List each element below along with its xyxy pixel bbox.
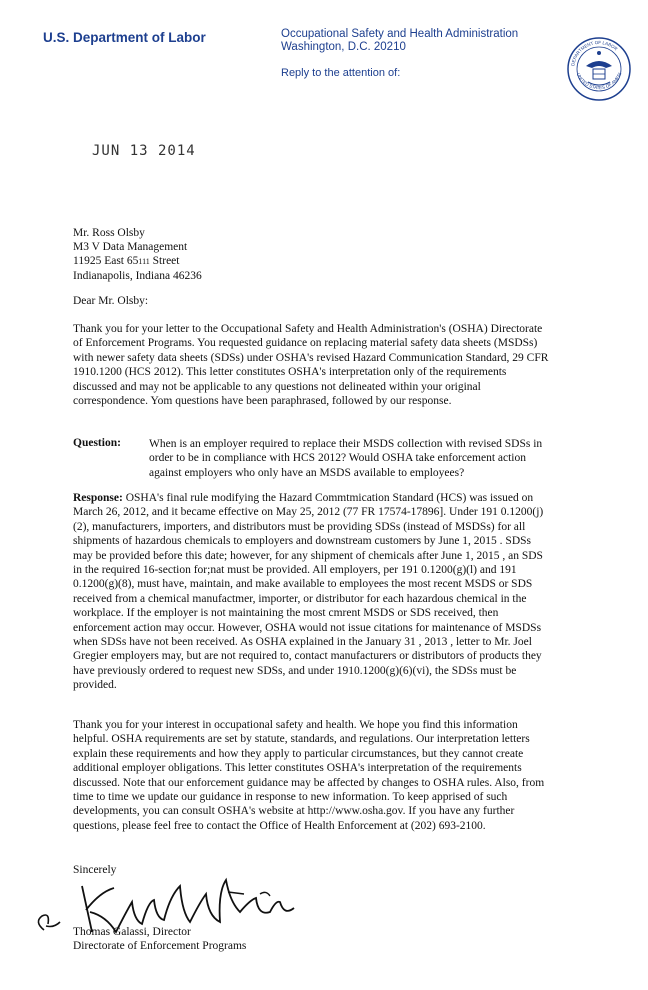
department-name: U.S. Department of Labor xyxy=(43,30,206,45)
agency-address xyxy=(281,28,518,54)
recipient-company: M3 V Data Management xyxy=(73,241,188,253)
signer-block xyxy=(73,925,246,954)
closing-paragraph: Thank you for your interest in occupational safety and health. We hope you find this information helpful. OSHA requirements are set by statute, standards, and regulations. Our interpretation letters explain these requirements and how they apply to particular circumstances, but they cannot create additional employer obligations. This letter constitutes OSHA's interpretation of the requirements discussed. Note that our enforcement guidance may be affected by changes to OSHA rules. Also, from time to time we update our guidance in response to new information. To keep apprised of such developments, you can consult OSHA's website at http://www.osha.gov. If you have any further questions, please feel free to contact the Office of Health Enforcement at (202) 693-2100. xyxy=(73,719,545,832)
agency-name: Occupational Safety and Health Administration xyxy=(281,28,519,40)
response-text: OSHA's final rule modifying the Hazard Commtmication Standard (HCS) was issued on March 26, 2012, and it became effective on May 25, 2012 (77 FR 17574-17896]. Under 191 0.1200(j)(2), manufacturers, importers, and distributors must be providing SDSs (instead of MSDSs) for all shipments of hazardous chemicals to employers and downstream customers by June 1, 2015 . SDSs may be provided before this date; however, for any shipment of chemicals after June 1, 2015 , an SDS in the required 16-section for;nat must be provided. All employers, per 191 0.1200(g)(l) and 191 0.1200(g)(8), must have, maintain, and make available to employees the most recent MSDS or SDS received from a chemical manufactmer, importer, or distributor for each hazardous chemical in the workplace. If the employer is not maintaining the most cmrent MSDS or SDS received, then enforcement action may occur. However, OSHA would not issue citations for maintenance of MSDSs when SDSs have not been received. As OSHA explained in the January 31 , 2013 , letter to Mr. Joel Gregier employers may, but are not required to, contact manufacturers or distributors of products they have previously ordered to request new SDSs, and under 1910.1200(g)(6)(vi), the SDSs must be provided. xyxy=(73,492,544,692)
reply-to-label: Reply to the attention of: xyxy=(281,67,401,79)
sincerely-text: Sincerely xyxy=(73,864,117,876)
signer-title: Directorate of Enforcement Programs xyxy=(73,940,247,953)
question-text: When is an employer required to replace their MSDS collection with revised SDSs in order to be in compliance with HCS 2012? Would OSHA take enforcement action against employers who only have an MSDS available to employees? xyxy=(149,438,543,479)
svg-text:DEPARTMENT OF LABOR: DEPARTMENT OF LABOR xyxy=(570,39,619,67)
response-label: Response: xyxy=(73,492,123,504)
intro-paragraph: Thank you for your letter to the Occupational Safety and Health Administration's (OSHA) Directorate of Enforcement Programs. You requested guidance on replacing material safety data sheets (MSDSs) with newer safety data sheets (SDSs) under OSHA's revised Hazard Communication Standard, 29 CFR 1910.1200 (HCS 2012). This letter constitutes OSHA's interpretation only of the requirements discussed and may not be applicable to any questions not delineated within your original correspondence. Yom questions have been paraphrased, followed by our response. xyxy=(73,323,549,408)
recipient-street: 11925 East 65111 Street xyxy=(73,255,180,267)
salutation: Dear Mr. Olsby: xyxy=(73,295,149,307)
question-label: Question: xyxy=(73,437,121,449)
signer-name: Thomas Galassi, Director xyxy=(73,926,191,938)
department-seal-icon xyxy=(566,36,632,102)
date-stamp: JUN 13 2014 xyxy=(92,143,196,159)
agency-city: Washington, D.C. 20210 xyxy=(281,41,406,53)
svg-text:UNITED STATES OF AMERICA: UNITED STATES OF AMERI xyxy=(575,71,623,91)
response-paragraph xyxy=(73,491,553,693)
recipient-address xyxy=(73,226,202,283)
recipient-name: Mr. Ross Olsby xyxy=(73,227,145,239)
recipient-city: Indianapolis, Indiana 46236 xyxy=(73,270,202,282)
